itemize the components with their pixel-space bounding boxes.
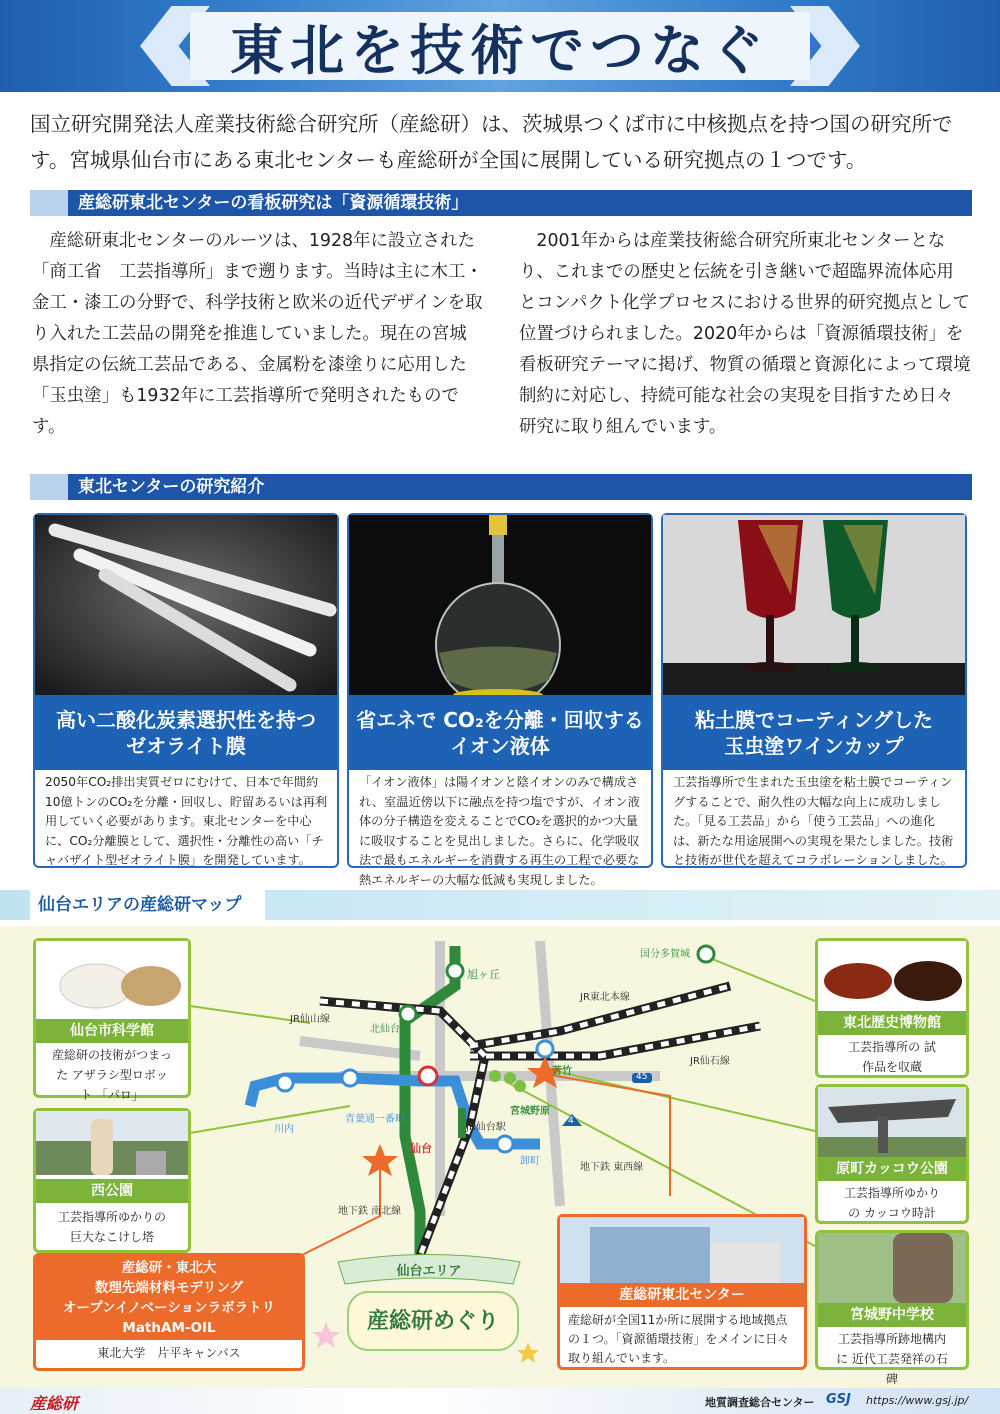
lacquer-bowls-icon [818, 941, 966, 1011]
place-card-miyagino-school [815, 1230, 969, 1386]
line-label: JR仙山線 [290, 1014, 330, 1025]
badge-small-text: 仙台エリア [396, 1264, 462, 1279]
card-text: 2050年CO₂排出実質ゼロにむけて、日本で年間約10億トンのCO₂を分離・回収し、貯留あるいは再利用していく必要があります。東北センターを中心に、CO₂分離膜として、選択性・分離性の高い「チャバザイト型ゼオライト膜」を開発しています。 [45, 775, 328, 867]
place-name: 仙台市科学館 [36, 1019, 188, 1043]
math-title-line: オープンイノベーションラボラトリ [62, 1300, 276, 1316]
map-header [0, 890, 1000, 920]
seal-robot-icon [36, 941, 188, 1017]
page-title: 東北を技術でつなぐ [190, 12, 810, 80]
wine-cup-photo [663, 515, 965, 695]
place-card-nishi-park [33, 1108, 191, 1253]
station-label: JR仙台駅 [466, 1122, 506, 1133]
place-desc: 工芸指導所跡地構内に 近代工芸発祥の石碑 [836, 1332, 948, 1386]
place-desc: 工芸指導所の 試作品を収蔵 [848, 1040, 936, 1074]
map-heading: 仙台エリアの産総研マップ [30, 890, 265, 920]
station-label: 青葉通一番町 [345, 1114, 405, 1125]
place-desc: 産総研の技術がつまった アザラシ型ロボット 「パロ」 [52, 1048, 173, 1102]
card-title-line2: ゼオライト膜 [126, 733, 246, 758]
area-tour-badge [318, 1252, 540, 1370]
research-card-ionic-liquid [347, 513, 653, 887]
station-label: 国分多賀城 [640, 949, 690, 960]
zeolite-membrane-photo [35, 515, 337, 695]
gsj-url[interactable]: https://www.gsj.jp/ [866, 1394, 969, 1407]
station-label: 川内 [274, 1124, 294, 1135]
section-heading-text: 東北センターの研究紹介 [78, 477, 265, 497]
card-text: 工芸指導所で生まれた玉虫塗を粘土膜でコーティングすることで、耐久性の大幅な向上に成功しました。「見る工芸品」から「使う工芸品」への進化は、新たな用途展開への実現を果たしました。技術と技術が世代を超えてコラボレーションしました。 [673, 775, 954, 867]
card-title-line1: 高い二酸化炭素選択性を持つ [56, 707, 316, 732]
math-am-oil-card [33, 1253, 305, 1371]
station-label: 北仙台 [370, 1024, 400, 1035]
math-am-oil-title [36, 1256, 302, 1340]
place-desc: 工芸指導所ゆかりの 巨大なこけし塔 [57, 1210, 166, 1244]
card-title-line1: 省エネで CO₂を分離・回収する [356, 707, 644, 732]
card-title [35, 695, 337, 770]
section-heading-research [30, 474, 972, 500]
station-label: 仙台 [410, 1142, 432, 1155]
research-card-wine-cup [661, 513, 967, 868]
history-column-right: 2001年からは産業技術総合研究所東北センターとなり、これまでの歴史と伝統を引き継いで超臨界流体応用とコンパクト化学プロセスにおける世界的研究拠点として位置づけられました。2020年からは「資源循環技術」を看板研究テーマに掲げ、物質の循環と資源化によって環境制約に対応し、持続可能な社会の実現を目指すため日々研究に取り組んでいます。 [519, 231, 971, 437]
card-title [663, 695, 965, 770]
line-label: 地下鉄 東西線 [580, 1162, 644, 1173]
intro-paragraph: 国立研究開発法人産業技術総合研究所（産総研）は、茨城県つくば市に中核拠点を持つ国の研究所です。宮城県仙台市にある東北センターも産総研が全国に展開している研究拠点の１つです。 [30, 112, 953, 172]
center-building-photo [560, 1217, 804, 1283]
kokeshi-tower-icon [36, 1111, 188, 1175]
aist-tohoku-center-card [557, 1214, 807, 1370]
route-number: 45 [636, 1072, 648, 1082]
math-am-oil-campus: 東北大学 片平キャンパス [97, 1346, 241, 1360]
math-title-line: 数理先端材料モデリング [94, 1280, 244, 1296]
place-name: 東北歴史博物館 [818, 1011, 966, 1035]
section-accent [30, 190, 68, 216]
card-title-line1: 粘土膜でコーティングした [695, 707, 933, 732]
place-card-haramachi-park [815, 1084, 969, 1224]
badge-big-text: 産総研めぐり [366, 1309, 499, 1334]
place-card-science-museum [33, 938, 191, 1102]
aist-logo: 産総研 [30, 1394, 79, 1413]
card-title-line2: イオン液体 [450, 733, 550, 758]
cuckoo-clock-icon [818, 1087, 966, 1157]
ionic-liquid-flask-photo [349, 515, 651, 695]
line-label: JR東北本線 [580, 992, 630, 1003]
place-name: 西公園 [36, 1179, 188, 1203]
section-heading-text: 産総研東北センターの看板研究は「資源循環技術」 [78, 193, 469, 213]
title-banner [0, 0, 1000, 92]
math-title-line: MathAM-OIL [122, 1320, 216, 1336]
center-name: 産総研東北センター [560, 1283, 804, 1307]
place-card-history-museum [815, 938, 969, 1078]
stone-monument-icon [818, 1233, 966, 1303]
card-text: 「イオン液体」は陽イオンと陰イオンのみで構成され、室温近傍以下に融点を持つ塩ですが、イオン液体の分子構造を変えることでCO₂を選択的かつ大量に吸収することを見出しました。さらに、化学吸収法で最もエネルギーを消費する再生の工程で必要な熱エネルギーの大幅な低減も実現しました。 [359, 775, 640, 887]
footer-bar [0, 1388, 1000, 1414]
research-card-zeolite [33, 513, 339, 868]
station-label: 苦竹 [552, 1066, 572, 1077]
station-label: 旭ヶ丘 [467, 968, 500, 981]
gsj-logo: GSJ [826, 1392, 851, 1407]
card-title-line2: 玉虫塗ワインカップ [724, 733, 904, 758]
station-label: 卸町 [520, 1156, 540, 1167]
history-column-left: 産総研東北センターのルーツは、1928年に設立された「商工省 工芸指導所」まで遡ります。当時は主に木工・金工・漆工の分野で、科学技術と欧米の近代デザインを取り入れた工芸品の開発を推進していました。現在の宮城県指定の伝統工芸品である、金属粉を漆塗りに応用した「玉虫塗」も1932年に工芸指導所で発明されたものです。 [32, 231, 483, 437]
place-desc: 工芸指導所ゆかりの カッコウ時計 [843, 1186, 940, 1220]
route-number: 4 [568, 1116, 574, 1126]
section-heading-resource [30, 190, 972, 216]
line-label: 地下鉄 南北線 [338, 1206, 402, 1217]
station-label: 宮城野原 [510, 1106, 550, 1117]
section-accent [30, 474, 68, 500]
math-title-line: 産総研・東北大 [121, 1260, 217, 1276]
place-name: 原町カッコウ公園 [818, 1157, 966, 1181]
card-title [349, 695, 651, 770]
gsj-name: 地質調査総合センター [705, 1396, 815, 1409]
line-label: JR仙石線 [690, 1056, 730, 1067]
place-name: 宮城野中学校 [818, 1303, 966, 1327]
center-desc: 産総研が全国11か所に展開する地域拠点の１つ。「資源循環技術」をメインに日々取り組んでいます。 [568, 1313, 790, 1365]
